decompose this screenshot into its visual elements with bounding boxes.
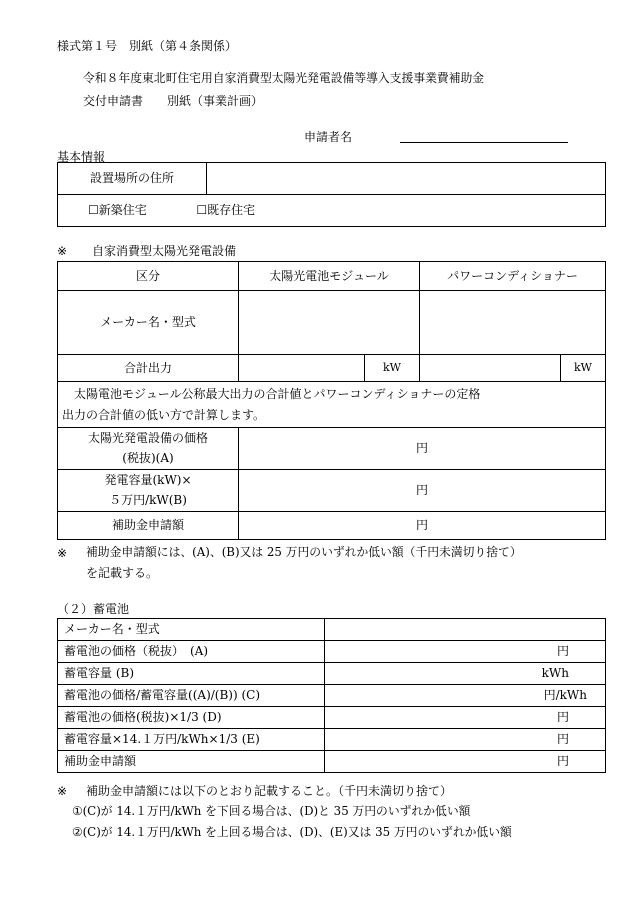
battery-value[interactable]: 円 (325, 707, 606, 729)
price-label-line1: 太陽光発電設備の価格 (87, 431, 208, 446)
battery-footnote-line3: ②(C)が 14.１万円/kWh を上回る場合は、(D)、(E)又は 35 万円のいずれか低い額 (72, 825, 512, 839)
pcs-output-unit: kW (561, 355, 606, 382)
solar-footnote-mark: ※ (57, 546, 68, 560)
solar-subsidy-yen[interactable]: 円 (239, 512, 606, 540)
capacity-label-line1: 発電容量(kW)× (104, 473, 192, 488)
battery-value[interactable]: 円 (325, 751, 606, 773)
solar-heading: 自家消費型太陽光発電設備 (92, 244, 237, 258)
page-subtitle: 交付申請書 別紙（事業計画） (83, 94, 264, 108)
pcs-output-field[interactable] (420, 355, 561, 382)
calc-note-line1: 太陽電池モジュール公称最大出力の合計値とパワーコンディショナーの定格 (62, 386, 481, 401)
page-title: 令和８年度東北町住宅用自家消費型太陽光発電設備等導入支援事業費補助金 (83, 71, 485, 85)
battery-value[interactable]: 円 (325, 729, 606, 751)
solar-subsidy-label: 補助金申請額 (58, 512, 239, 540)
output-label: 合計出力 (58, 355, 239, 382)
solar-footnote-line2: を記載する。 (86, 566, 159, 580)
battery-footnote-line2: ①(C)が 14.１万円/kWh を下回る場合は、(D)と 35 万円のいずれか低い額 (72, 804, 471, 818)
applicant-name-line[interactable] (400, 142, 568, 143)
battery-table (57, 618, 606, 773)
module-maker-field[interactable] (239, 291, 420, 355)
price-label-line2: (税抜)(A) (122, 450, 174, 465)
capacity-yen[interactable]: 円 (239, 470, 606, 512)
solar-footnote-line1: 補助金申請額には、(A)、(B)又は 25 万円のいずれか低い額（千円未満切り捨て） (86, 545, 522, 559)
capacity-label-line2: ５万円/kW(B) (109, 492, 187, 507)
battery-label: 蓄電池の価格/蓄電容量((A)/(B)) (C) (58, 685, 325, 707)
new-house-checkbox[interactable]: ☐新築住宅 (88, 203, 147, 218)
col-module: 太陽光電池モジュール (239, 262, 420, 291)
pcs-maker-field[interactable] (420, 291, 606, 355)
maker-label: メーカー名・型式 (58, 291, 239, 355)
solar-heading-mark: ※ (57, 244, 68, 258)
battery-label: 蓄電容量×14.１万円/kWh×1/3 (E) (58, 729, 325, 751)
battery-footnote-mark: ※ (57, 784, 68, 798)
form-number: 様式第１号 別紙（第４条関係） (57, 39, 238, 53)
module-output-unit: kW (365, 355, 420, 382)
calc-note-line2: 出力の合計値の低い方で計算します。 (62, 407, 266, 422)
address-label: 設置場所の住所 (58, 163, 207, 195)
applicant-label: 申請者名 (304, 130, 353, 144)
price-yen[interactable]: 円 (239, 428, 606, 470)
battery-label: 蓄電容量 (B) (58, 663, 325, 685)
battery-heading: （２）蓄電池 (57, 602, 130, 616)
battery-label: メーカー名・型式 (58, 619, 325, 641)
col-pcs: パワーコンディショナー (420, 262, 606, 291)
battery-value[interactable]: kWh (325, 663, 606, 685)
address-field[interactable] (207, 163, 606, 195)
battery-footnote-line1: 補助金申請額には以下のとおり記載すること。（千円未満切り捨て） (86, 784, 453, 798)
battery-label: 補助金申請額 (58, 751, 325, 773)
battery-label: 蓄電池の価格（税抜） (A) (58, 641, 325, 663)
battery-value[interactable] (325, 619, 606, 641)
basic-info-table (57, 162, 606, 227)
basic-info-heading: 基本情報 (57, 150, 106, 164)
col-kubun: 区分 (58, 262, 239, 291)
battery-label: 蓄電池の価格(税抜)×1/3 (D) (58, 707, 325, 729)
module-output-field[interactable] (239, 355, 365, 382)
battery-value[interactable]: 円 (325, 641, 606, 663)
existing-house-checkbox[interactable]: ☐既存住宅 (196, 203, 256, 218)
solar-table (57, 261, 606, 540)
battery-value[interactable]: 円/kWh (325, 685, 606, 707)
